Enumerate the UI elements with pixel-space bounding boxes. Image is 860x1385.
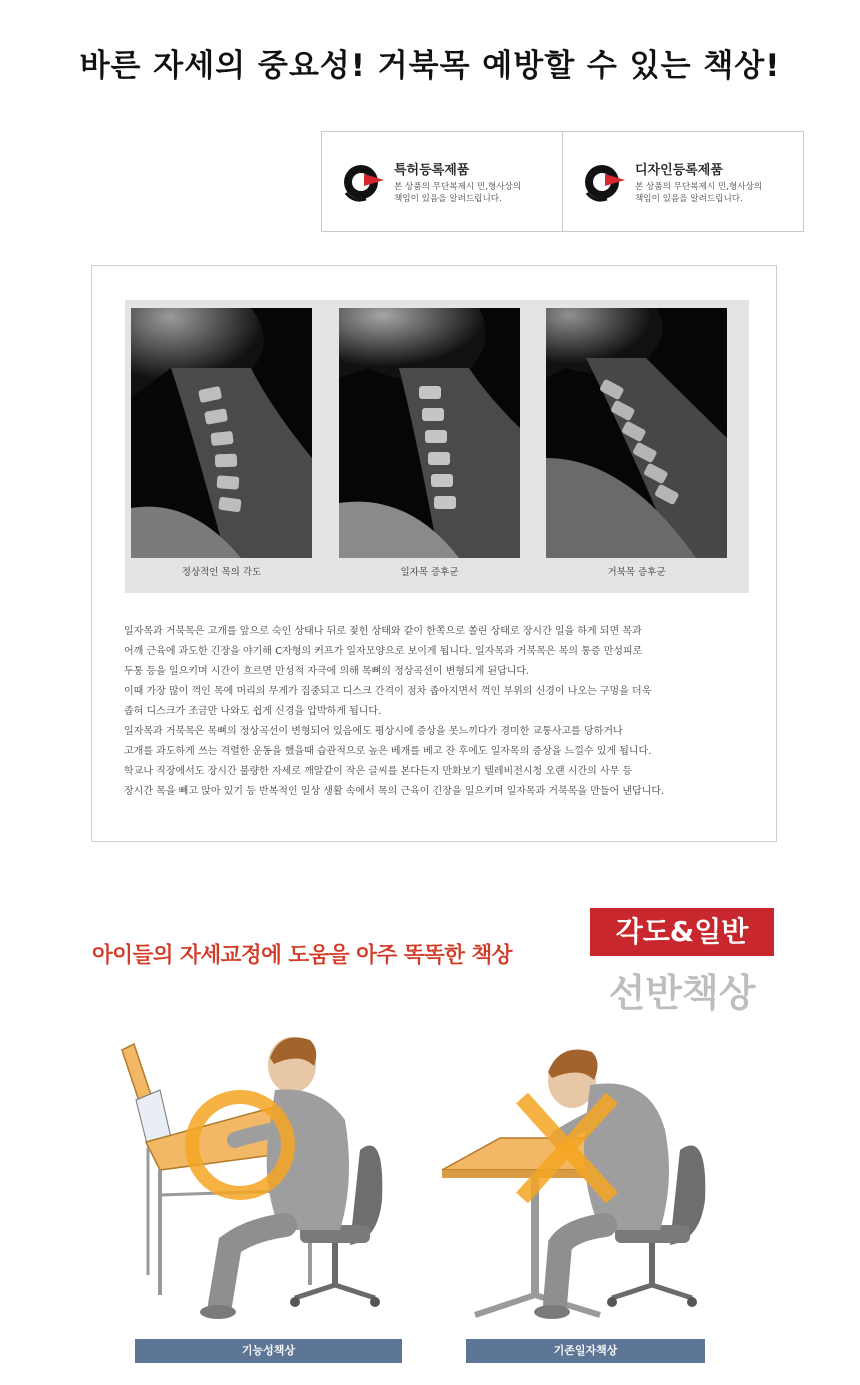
xray-caption-normal: 정상적인 목의 각도 — [181, 567, 262, 578]
registration-seal-icon — [581, 159, 627, 205]
badge-desc-line2: 책임이 있음을 알려드립니다. — [635, 193, 743, 204]
description-line: 좁혀 디스크가 조금만 나와도 쉽게 신경을 압박하게 됩니다. — [124, 706, 382, 717]
xray-caption-straight: 일자목 증후군 — [400, 567, 459, 578]
badge-desc-line2: 책임이 있음을 알려드립니다. — [394, 193, 502, 204]
functional-desk-label: 기능성책상 — [135, 1339, 402, 1363]
badge-desc-line1: 본 상품의 무단복제시 민,형사상의 — [394, 181, 522, 192]
standard-desk-illustration — [440, 1030, 740, 1330]
description-line: 학교나 직장에서도 장시간 불량한 자세로 깨알같이 작은 글씨를 본다든지 만화보기 텔레비전시청 오랜 시간의 사무 등 — [124, 766, 633, 777]
kids-posture-title: 아이들의 자세교정에 도움을 아주 똑똑한 책상 — [92, 943, 513, 968]
xray-info-panel — [91, 265, 777, 842]
neck-description — [124, 622, 756, 802]
badge-title: 특허등록제품 — [394, 162, 470, 178]
description-line: 장시간 목을 빼고 앉아 있기 등 반복적인 일상 생활 속에서 목의 근육이 긴장을 일으키며 일자목과 거북목을 만들어 낸답니다. — [124, 786, 665, 797]
description-line: 일자목과 거북목은 고개를 앞으로 숙인 상태나 뒤로 젖힌 상태와 같이 한쪽으로 쏠린 상태로 장시간 일을 하게 되면 목과 — [124, 626, 642, 637]
angle-general-tag: 각도&일반 — [590, 908, 774, 956]
shelf-desk-tag: 선반책상 — [608, 971, 756, 1015]
description-line: 두통 등을 일으키며 시간이 흐르면 만성적 자극에 의해 목뼈의 정상곡선이 변형되게 된답니다. — [124, 666, 530, 677]
registration-badges — [321, 131, 804, 232]
design-badge — [562, 132, 803, 231]
description-line: 일자목과 거북목은 목뼈의 정상곡선이 변형되어 있음에도 평상시에 증상을 못느끼다가 경미한 교통사고를 당하거나 — [124, 726, 623, 737]
registration-seal-icon — [340, 159, 386, 205]
page-headline: 바른 자세의 중요성! 거북목 예방할 수 있는 책상! — [79, 48, 781, 84]
badge-title: 디자인등록제품 — [635, 162, 723, 178]
patent-badge — [322, 132, 562, 231]
standard-desk-label: 기존일자책상 — [466, 1339, 705, 1363]
xray-turtle-neck — [546, 308, 727, 558]
description-line: 어깨 근육에 과도한 긴장을 야기해 C자형의 커프가 일자모양으로 보이게 됩니다. 일자목과 거북목은 목의 통증 만성피로 — [124, 646, 643, 657]
xray-straight-neck — [339, 308, 520, 558]
xray-caption-turtle: 거북목 증후군 — [607, 567, 666, 578]
badge-desc-line1: 본 상품의 무단복제시 민,형사상의 — [635, 181, 763, 192]
functional-desk-illustration — [110, 1030, 410, 1330]
description-line: 고개를 과도하게 쓰는 격렬한 운동을 했을때 습관적으로 높은 베개를 베고 잔 후에도 일자목의 증상을 느낄수 있게 됩니다. — [124, 746, 652, 757]
xray-comparison — [125, 300, 749, 593]
xray-normal-neck — [131, 308, 312, 558]
description-line: 이때 가장 많이 꺽인 목에 머리의 무게가 집중되고 디스크 간격이 점차 좁아지면서 꺽인 부위의 신경이 나오는 구멍을 더욱 — [124, 686, 652, 697]
